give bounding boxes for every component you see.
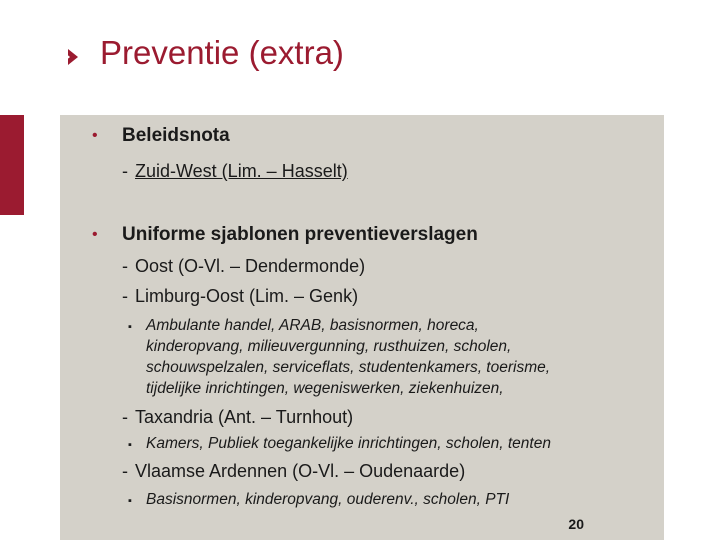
sub-item-line: kinderopvang, milieuvergunning, rusthuizen, scholen, [146, 338, 512, 355]
list-item-limburg-oost: Limburg-Oost (Lim. – Genk) [135, 286, 359, 306]
link-zuid-west[interactable]: Zuid-West (Lim. – Hasselt) [135, 161, 348, 181]
dash: - [122, 286, 128, 306]
title-arrow-icon [68, 49, 78, 65]
list-item-vlaamse-ardennen: Vlaamse Ardennen (O-Vl. – Oudenaarde) [135, 461, 466, 481]
dash: - [122, 161, 128, 181]
sub-bullet-icon: ▪ [128, 439, 132, 451]
dash: - [122, 461, 128, 481]
sub-item-line: schouwspelzalen, serviceflats, studentenkamers, toerisme, [146, 359, 551, 376]
list-item-taxandria: Taxandria (Ant. – Turnhout) [135, 407, 354, 427]
sub-item-line: Basisnormen, kinderopvang, ouderenv., scholen, PTI [146, 491, 510, 508]
section-heading-sjablonen: Uniforme sjablonen preventieverslagen [122, 224, 478, 245]
sub-bullet-icon: ▪ [128, 321, 132, 333]
accent-bar [0, 115, 24, 215]
section-heading-beleidsnota: Beleidsnota [122, 125, 230, 146]
page-number: 20 [568, 516, 584, 532]
slide-title: Preventie (extra) [100, 34, 344, 71]
content-box [60, 115, 664, 540]
list-item-oost: Oost (O-Vl. – Dendermonde) [135, 256, 366, 276]
dash: - [122, 256, 128, 276]
sub-bullet-icon: ▪ [128, 495, 132, 507]
bullet-icon: • [92, 226, 98, 243]
sub-item-line: tijdelijke inrichtingen, wegeniswerken, ziekenhuizen, [146, 380, 504, 397]
bullet-icon: • [92, 127, 98, 144]
dash: - [122, 407, 128, 427]
sub-item-line: Ambulante handel, ARAB, basisnormen, horeca, [146, 317, 479, 334]
sub-item-line: Kamers, Publiek toegankelijke inrichtingen, scholen, tenten [146, 435, 551, 452]
